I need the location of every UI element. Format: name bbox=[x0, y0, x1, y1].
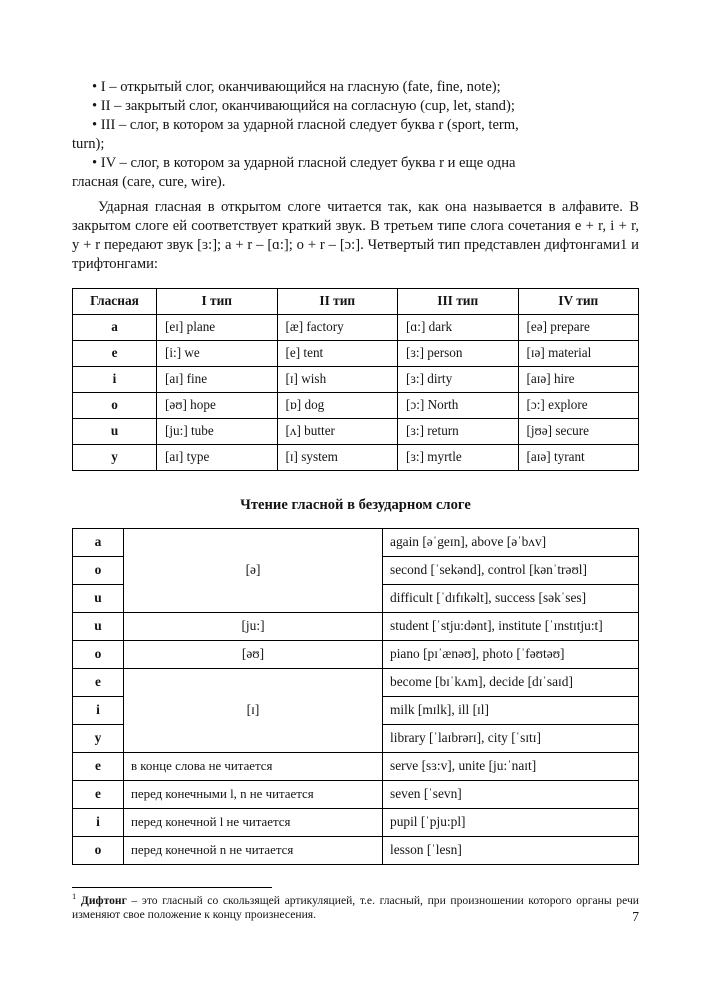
cell-type-4: [aɪə] hire bbox=[518, 366, 639, 392]
column-header-type-1: I тип bbox=[157, 288, 278, 314]
cell-sound: [ə] bbox=[124, 528, 383, 612]
page-number: 7 bbox=[632, 909, 639, 924]
bullet-line-4-cont: гласная (care, cure, wire). bbox=[72, 173, 226, 190]
cell-type-2: [ʌ] butter bbox=[277, 418, 398, 444]
footnote-body: – это гласный со скользящей артикуляцией, т.е. гласный, при произношении которого органы речи изменяют свое положение к концу произнесения. bbox=[72, 893, 640, 922]
cell-examples: second [ˈsekənd], control [kənˈtrəʊl] bbox=[383, 556, 639, 584]
cell-vowel: o bbox=[73, 392, 157, 418]
bullet-line-3: • III – слог, в котором за ударной гласной следует буква r (sport, term, bbox=[92, 116, 519, 133]
cell-type-3: [ɜ:] return bbox=[398, 418, 519, 444]
cell-type-2: [æ] factory bbox=[277, 314, 398, 340]
cell-sound: [əʊ] bbox=[124, 640, 383, 668]
cell-type-2: [ɪ] wish bbox=[277, 366, 398, 392]
cell-type-1: [aɪ] type bbox=[157, 444, 278, 470]
table-row bbox=[73, 640, 639, 668]
cell-type-2: [ɒ] dog bbox=[277, 392, 398, 418]
cell-examples: become [bɪˈkʌm], decide [dɪˈsaɪd] bbox=[383, 668, 639, 696]
table-row bbox=[73, 444, 639, 470]
table-row bbox=[73, 314, 639, 340]
table-row bbox=[73, 780, 639, 808]
unstressed-vowel-table bbox=[72, 528, 639, 865]
cell-letter: o bbox=[73, 556, 124, 584]
cell-examples: pupil [ˈpju:pl] bbox=[383, 808, 639, 836]
cell-note: перед конечной n не читается bbox=[124, 836, 383, 864]
cell-type-3: [ɜ:] myrtle bbox=[398, 444, 519, 470]
cell-type-1: [ju:] tube bbox=[157, 418, 278, 444]
cell-examples: serve [sɜ:v], unite [ju:ˈnaɪt] bbox=[383, 752, 639, 780]
cell-type-1: [əʊ] hope bbox=[157, 392, 278, 418]
cell-letter: e bbox=[73, 780, 124, 808]
bullet-line-2: • II – закрытый слог, оканчивающийся на согласную (cup, let, stand); bbox=[92, 97, 515, 114]
bullet-line-1: • I – открытый слог, оканчивающийся на гласную (fate, fine, note); bbox=[92, 79, 501, 95]
intro-bullets bbox=[72, 78, 639, 192]
footnote-text bbox=[72, 891, 639, 923]
cell-examples: lesson [ˈlesn] bbox=[383, 836, 639, 864]
cell-letter: u bbox=[73, 612, 124, 640]
cell-type-4: [jʊə] secure bbox=[518, 418, 639, 444]
cell-type-3: [ɑ:] dark bbox=[398, 314, 519, 340]
cell-vowel: e bbox=[73, 340, 157, 366]
column-header-type-4: IV тип bbox=[518, 288, 639, 314]
column-header-type-3: III тип bbox=[398, 288, 519, 314]
cell-type-3: [ɜ:] person bbox=[398, 340, 519, 366]
cell-sound: [ɪ] bbox=[124, 668, 383, 752]
cell-type-1: [aɪ] fine bbox=[157, 366, 278, 392]
column-header-vowel: Гласная bbox=[73, 288, 157, 314]
cell-note: перед конечными l, n не читается bbox=[124, 780, 383, 808]
cell-type-1: [eɪ] plane bbox=[157, 314, 278, 340]
cell-letter: i bbox=[73, 808, 124, 836]
cell-letter: i bbox=[73, 696, 124, 724]
cell-type-1: [i:] we bbox=[157, 340, 278, 366]
cell-type-4: [ɔ:] explore bbox=[518, 392, 639, 418]
cell-examples: library [ˈlaɪbrərɪ], city [ˈsɪtɪ] bbox=[383, 724, 639, 752]
bullet-line-4: • IV – слог, в котором за ударной гласной следует буква r и еще одна bbox=[92, 154, 516, 171]
table-row bbox=[73, 612, 639, 640]
cell-letter: a bbox=[73, 528, 124, 556]
cell-vowel: i bbox=[73, 366, 157, 392]
table-row bbox=[73, 366, 639, 392]
table-row bbox=[73, 528, 639, 556]
bullet-line-3-cont: turn); bbox=[72, 135, 105, 152]
cell-type-3: [ɔ:] North bbox=[398, 392, 519, 418]
footnote-marker: 1 bbox=[72, 890, 77, 901]
cell-letter: e bbox=[73, 752, 124, 780]
cell-letter: u bbox=[73, 584, 124, 612]
cell-examples: difficult [ˈdɪfɪkəlt], success [səkˈses] bbox=[383, 584, 639, 612]
cell-examples: student [ˈstju:dənt], institute [ˈɪnstɪtju:t] bbox=[383, 612, 639, 640]
cell-vowel: u bbox=[73, 418, 157, 444]
cell-letter: y bbox=[73, 724, 124, 752]
table-row bbox=[73, 418, 639, 444]
table-row bbox=[73, 808, 639, 836]
table-row bbox=[73, 668, 639, 696]
cell-examples: seven [ˈsevn] bbox=[383, 780, 639, 808]
cell-examples: milk [mɪlk], ill [ɪl] bbox=[383, 696, 639, 724]
cell-letter: e bbox=[73, 668, 124, 696]
cell-examples: again [əˈgeɪn], above [əˈbʌv] bbox=[383, 528, 639, 556]
footnote-term: Дифтонг bbox=[80, 893, 127, 907]
cell-note: в конце слова не читается bbox=[124, 752, 383, 780]
table-row bbox=[73, 752, 639, 780]
footnote-divider bbox=[72, 887, 272, 888]
intro-paragraph: Ударная гласная в открытом слоге читается так, как она называется в алфавите. В закрытом слоге ей соответствует краткий звук. В третьем типе слога сочетания e + r, i + r, y + r передают звук [ɜ:]; a + r – [ɑ:]; o + r – [ɔ:]. Четвертый тип представлен дифтонгами1 и трифтонгами: bbox=[72, 198, 639, 272]
cell-vowel: y bbox=[73, 444, 157, 470]
cell-examples: piano [pɪˈænəʊ], photo [ˈfəʊtəʊ] bbox=[383, 640, 639, 668]
cell-type-4: [eə] prepare bbox=[518, 314, 639, 340]
table-header-row bbox=[73, 288, 639, 314]
footnote-section bbox=[72, 887, 639, 923]
cell-type-4: [aɪə] tyrant bbox=[518, 444, 639, 470]
cell-type-2: [ɪ] system bbox=[277, 444, 398, 470]
cell-type-3: [ɜ:] dirty bbox=[398, 366, 519, 392]
cell-type-4: [ɪə] material bbox=[518, 340, 639, 366]
cell-type-2: [e] tent bbox=[277, 340, 398, 366]
vowel-reading-table bbox=[72, 288, 639, 471]
cell-note: перед конечной l не читается bbox=[124, 808, 383, 836]
cell-sound: [ju:] bbox=[124, 612, 383, 640]
cell-vowel: a bbox=[73, 314, 157, 340]
section-subheading: Чтение гласной в безударном слоге bbox=[240, 496, 471, 513]
cell-letter: o bbox=[73, 836, 124, 864]
table-row bbox=[73, 340, 639, 366]
cell-letter: o bbox=[73, 640, 124, 668]
table-row bbox=[73, 392, 639, 418]
column-header-type-2: II тип bbox=[277, 288, 398, 314]
table-row bbox=[73, 836, 639, 864]
